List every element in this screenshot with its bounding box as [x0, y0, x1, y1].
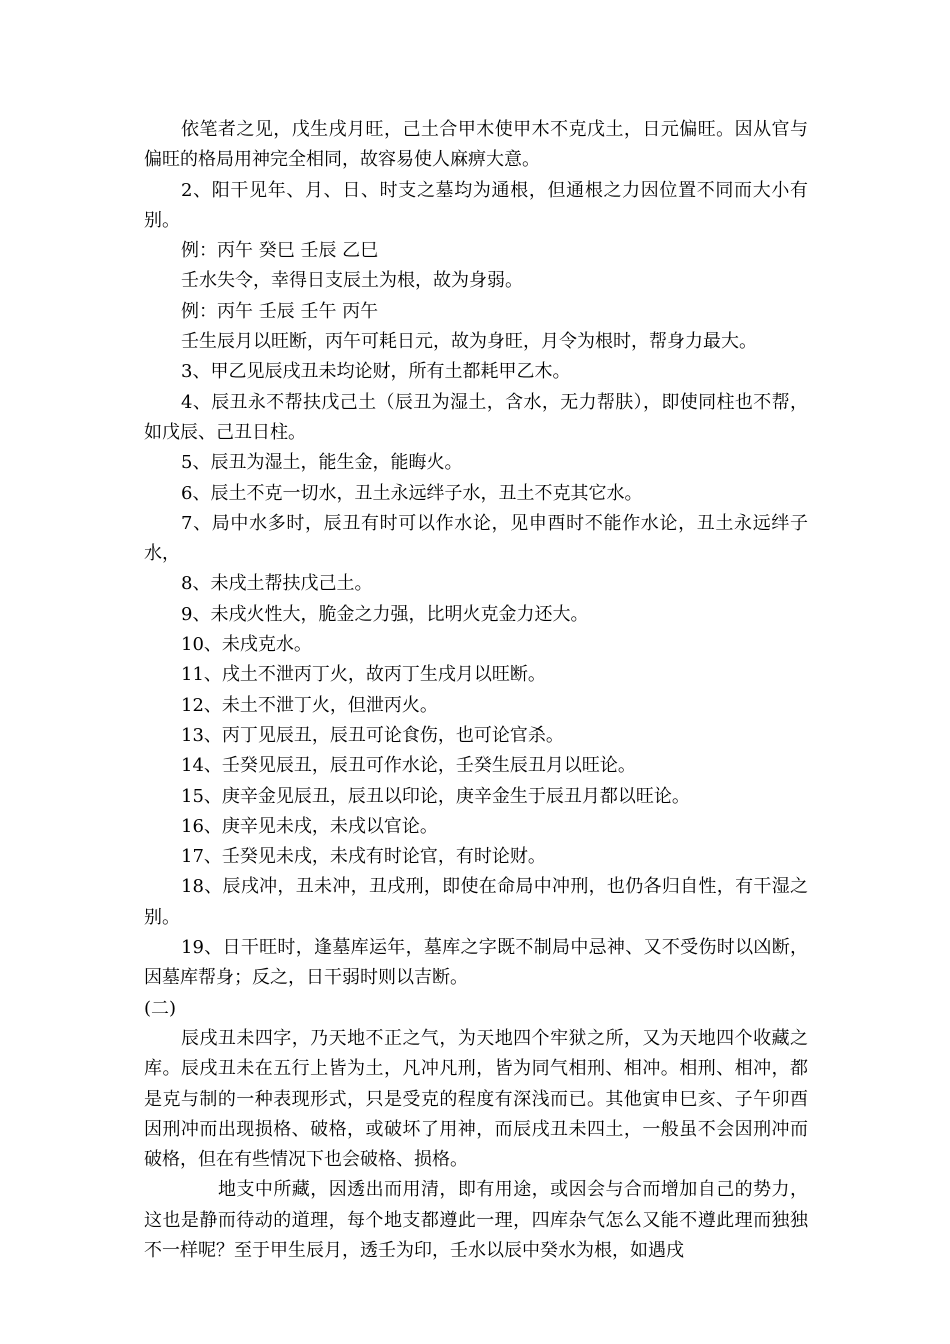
- paragraph: 9、未戌火性大，脆金之力强，比明火克金力还大。: [181, 603, 589, 625]
- paragraph: 15、庚辛金见辰丑，辰丑以印论，庚辛金生于辰丑月都以旺论。: [181, 785, 690, 807]
- paragraph: 8、未戌土帮扶戊己土。: [181, 573, 373, 595]
- paragraph: 2、阳干见年、月、日、时支之墓均为通根，但通根之力因位置不同而大小有别。: [144, 179, 808, 231]
- paragraph: 壬生辰月以旺断，丙午可耗日元，故为身旺，月令为根时，帮身力最大。: [181, 331, 757, 353]
- paragraph: 19、日干旺时，逢墓库运年，墓库之字既不制局中忌神、又不受伤时以凶断，因墓库帮身；反之，日干弱时则以吉断。: [144, 937, 808, 989]
- paragraph: 例：丙午 壬辰 壬午 丙午: [181, 300, 379, 322]
- paragraph: 13、丙丁见辰丑，辰丑可论食伤，也可论官杀。: [181, 724, 564, 746]
- paragraph: 14、壬癸见辰丑，辰丑可作水论，壬癸生辰丑月以旺论。: [181, 755, 636, 777]
- paragraph: 18、辰戌冲，丑未冲，丑戌刑，即使在命局中冲刑，也仍各归自性，有干湿之别。: [144, 876, 808, 928]
- paragraph: 壬水失令，幸得日支辰土为根，故为身弱。: [181, 270, 523, 292]
- paragraph: 6、辰土不克一切水，丑土永远绊子水，丑土不克其它水。: [181, 482, 643, 504]
- paragraph: 17、壬癸见未戌，未戌有时论官，有时论财。: [181, 846, 546, 868]
- paragraph: 11、戌土不泄丙丁火，故丙丁生戌月以旺断。: [181, 664, 546, 686]
- paragraph: 地支中所藏，因透出而用清，即有用途，或因会与合而增加自己的势力，这也是静而待动的道理，每个地支都遵此一理，四库杂气怎么又能不遵此理而独独不一样呢？至于甲生辰月，透壬为印，壬水以辰中癸水为根，如遇戌: [144, 1179, 808, 1261]
- paragraph: 12、未土不泄丁火，但泄丙火。: [181, 694, 438, 716]
- paragraph: 5、辰丑为湿土，能生金，能晦火。: [181, 452, 463, 474]
- paragraph: 7、局中水多时，辰丑有时可以作水论，见申酉时不能作水论，丑土永远绊子水，: [144, 512, 808, 565]
- paragraph: 10、未戌克水。: [181, 634, 312, 656]
- document-body: [144, 115, 808, 1266]
- paragraph: 16、庚辛见未戌，未戌以官论。: [181, 815, 438, 837]
- paragraph: 3、甲乙见辰戌丑未均论财，所有土都耗甲乙木。: [181, 361, 571, 383]
- section-heading: (二): [144, 997, 177, 1019]
- paragraph: 依笔者之见，戊生戌月旺，己土合甲木使甲木不克戊土，日元偏旺。因从官与偏旺的格局用神完全相同，故容易使人麻痹大意。: [144, 119, 808, 171]
- paragraph: 4、辰丑永不帮扶戊己土（辰丑为湿土，含水，无力帮肤），即使同柱也不帮，如戊辰、己丑日柱。: [144, 391, 808, 443]
- paragraph: 辰戌丑未四字，乃天地不正之气，为天地四个牢狱之所，又为天地四个收藏之库。辰戌丑未在五行上皆为土，凡冲凡刑，皆为同气相刑、相冲。相刑、相冲，都是克与制的一种表现形式，只是受克的程度有深浅而已。其他寅申巳亥、子午卯酉因刑冲而出现损格、破格，或破坏了用神，而辰戌丑未四土，一般虽不会因刑冲而破格，但在有些情况下也会破格、损格。: [144, 1027, 808, 1171]
- paragraph: 例：丙午 癸巳 壬辰 乙巳: [181, 240, 379, 262]
